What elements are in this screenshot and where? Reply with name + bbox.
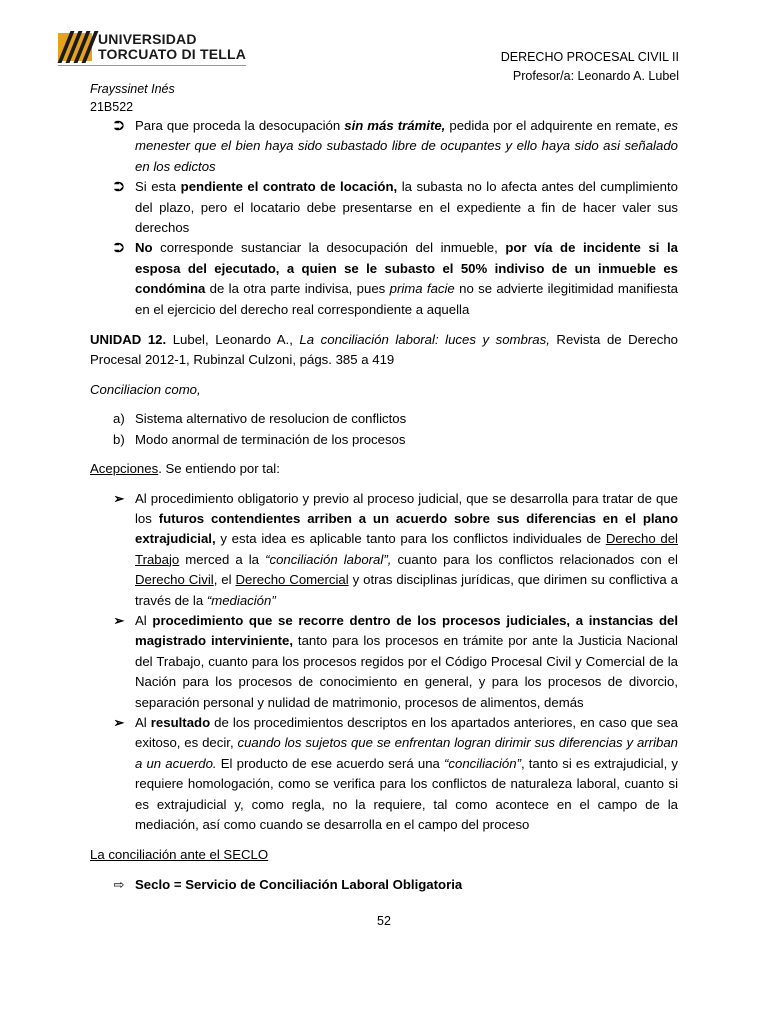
- bullet-text: Para que proceda la desocupación: [135, 118, 345, 133]
- acepciones-text: . Se entiendo por tal:: [158, 461, 280, 477]
- course-header: [501, 48, 679, 86]
- logo-line-2: TORCUATO DI TELLA: [98, 46, 247, 62]
- item-emphasis: procedimiento que se recorre dentro de los procesos judiciales, a instancias del magistrado interviniente,: [135, 612, 678, 649]
- bullet-emphasis: por vía de incidente si la esposa del ejecutado, a quien se le subasto el 50% indiviso de un inmueble es condómina: [135, 240, 679, 297]
- author-block: [90, 80, 175, 116]
- alpha-list: [90, 409, 678, 450]
- triangle-arrow-icon: ➢: [113, 714, 125, 730]
- bullet-item: [90, 177, 678, 238]
- list-item: [90, 409, 678, 429]
- arrow-item: [90, 611, 678, 713]
- item-text: Al: [135, 612, 153, 628]
- item-emphasis: futuros contendientes arriben a un acuerdo sobre sus diferencias en el plano extrajudicial,: [135, 510, 678, 547]
- item-underline: Derecho Civil: [135, 572, 214, 588]
- triangle-arrow-icon: ➢: [113, 612, 125, 628]
- circle-arrow-icon: ⮊: [113, 118, 125, 133]
- bullet-italic: es menester que el bien haya sido subastado libre de ocupantes y ello haya sido asi señalado en los edictos: [135, 118, 679, 174]
- unit-text: Lubel, Leonardo A.,: [166, 332, 300, 348]
- item-italic: “mediación”: [206, 592, 276, 608]
- list-item: [90, 430, 678, 450]
- conciliacion-intro: [90, 380, 678, 400]
- acepciones-line: [90, 459, 678, 479]
- list-marker: a): [113, 411, 125, 427]
- document-body: [90, 116, 678, 895]
- seclo-item: [90, 875, 678, 895]
- arrow-item: [90, 489, 678, 611]
- conciliacion-label: Conciliacion como,: [90, 381, 201, 397]
- item-text: merced a la: [179, 551, 266, 567]
- bullet-italic: prima facie: [389, 281, 455, 297]
- bullet-text: corresponde sustanciar la desocupación del inmueble,: [152, 240, 506, 256]
- logo-stripes-icon: [58, 33, 92, 61]
- bullet-item: [90, 238, 678, 320]
- header-divider: [58, 65, 246, 66]
- triangle-arrow-icon: ➢: [113, 490, 125, 506]
- author-name: Frayssinet Inés: [90, 82, 175, 96]
- bullet-emphasis: sin más trámite,: [344, 118, 446, 133]
- list-text: Modo anormal de terminación de los procesos: [135, 431, 406, 447]
- item-italic: “conciliación”: [444, 755, 521, 771]
- circle-arrow-icon: ⮊: [113, 179, 125, 195]
- bullet-text: de la otra parte indivisa, pues: [205, 281, 390, 297]
- unit-text: Revista de Derecho Procesal 2012-1, Rubinzal Culzoni, págs. 385 a 419: [90, 332, 679, 368]
- item-text: y otras disciplinas jurídicas, que dirimen su conflictiva a través de la: [135, 572, 679, 608]
- bullet-emphasis: No: [135, 240, 153, 256]
- page-number: 52: [377, 914, 391, 928]
- logo-text: [98, 32, 246, 62]
- item-text: Al: [135, 714, 151, 730]
- acepciones-heading: Acepciones: [90, 461, 159, 477]
- unit-label: UNIDAD 12.: [90, 332, 167, 348]
- seclo-definition: Seclo = Servicio de Conciliación Laboral Obligatoria: [135, 876, 463, 892]
- bullet-text: la subasta no lo afecta antes del cumplimiento del plazo, pero el locatario debe presentarse en el expediente a fin de hacer valer sus derechos: [135, 179, 678, 236]
- outline-arrow-icon: ⇨: [113, 876, 125, 892]
- item-underline: Derecho Comercial: [235, 572, 349, 588]
- seclo-section: [90, 845, 678, 865]
- unit-reference: [90, 330, 678, 371]
- item-text: Al procedimiento obligatorio y previo al proceso judicial, que se desarrolla para tratar de que los: [135, 490, 678, 526]
- unit-title: La conciliación laboral: luces y sombras,: [299, 332, 550, 348]
- professor-name: Profesor/a: Leonardo A. Lubel: [512, 69, 679, 83]
- bullet-text: Si esta: [135, 179, 181, 195]
- bullet-item: [90, 116, 678, 177]
- item-text: , tanto si es extrajudicial, y requiere homologación, como se verifica para los conflictos de naturaleza laboral, cuanto si es extrajudicial y, como regla, no la requiere, tal como acontece en el campo de la mediación, así como cuando se desarrolla en el campo del proceso: [135, 755, 678, 832]
- item-text: El producto de ese acuerdo será una: [216, 755, 444, 771]
- logo-line-1: UNIVERSIDAD: [98, 31, 197, 47]
- bullet-text: no se advierte ilegitimidad manifiesta en el ejercicio del derecho real correspondiente a aquella: [135, 281, 679, 317]
- author-code: 21B522: [90, 100, 134, 114]
- item-italic: cuando los sujetos que se enfrentan logran dirimir sus diferencias y arriban a un acuerdo.: [135, 735, 679, 771]
- seclo-heading: La conciliación ante el SECLO: [90, 847, 269, 863]
- item-text: tanto para los procesos en trámite por ante la Justicia Nacional del Trabajo, cuanto para los procesos regidos por el Código Procesal Civil y Comercial de la Nación para los procesos de conocimiento en general, y para los procesos de divorcio, separación personal y nulidad de matrimonio, procesos de alimentos, demás: [135, 633, 678, 710]
- item-text: de los procedimientos descriptos en los apartados anteriores, en caso que sea exitoso, es decir,: [135, 714, 678, 751]
- circle-arrow-icon: ⮊: [113, 240, 125, 256]
- bullet-emphasis: pendiente el contrato de locación,: [180, 179, 398, 195]
- item-underline: Derecho del Trabajo: [135, 531, 678, 567]
- item-emphasis: resultado: [150, 714, 211, 730]
- list-marker: b): [113, 431, 125, 447]
- list-text: Sistema alternativo de resolucion de conflictos: [135, 411, 407, 427]
- course-title: DERECHO PROCESAL CIVIL II: [500, 50, 679, 64]
- item-text: y esta idea es aplicable tanto para los conflictos individuales de: [215, 531, 606, 547]
- arrow-item: [90, 713, 678, 835]
- bullet-text: pedida por el adquirente en remate,: [445, 118, 665, 133]
- university-logo: [58, 31, 248, 63]
- item-text: cuanto para los conflictos relacionados con el: [391, 551, 678, 567]
- item-italic: “conciliación laboral”,: [265, 551, 392, 567]
- item-text: , el: [213, 572, 236, 588]
